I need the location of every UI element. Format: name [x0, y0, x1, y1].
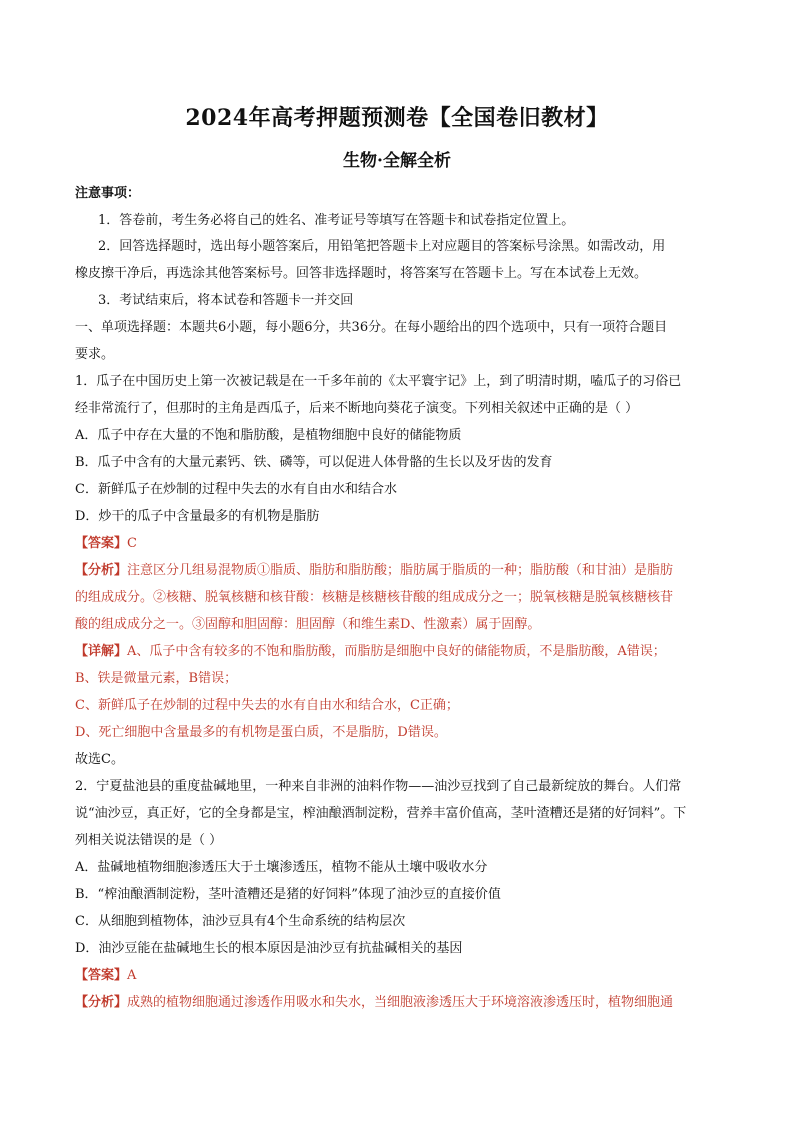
notice-item-2: 2．回答选择题时，选出每小题答案后，用铅笔把答题卡上对应题目的答案标号涂黑。如需改动，用	[98, 239, 666, 254]
q2-answer	[75, 966, 136, 986]
detail-tag: 【详解】	[75, 644, 128, 659]
q2-stem-line-2: 说“油沙豆，真正好，它的全身都是宝，榨油酿酒制淀粉，营养丰富价值高，茎叶渣糟还是猪的好饲料”。下	[75, 806, 687, 821]
page-title: 2024年高考押题预测卷【全国卷旧教材】	[185, 105, 609, 131]
notice-item-2-cont: 橡皮擦干净后，再选涂其他答案标号。回答非选择题时，将答案写在答题卡上。写在本试卷上无效。	[75, 266, 648, 281]
answer-value: A	[127, 968, 137, 983]
analysis-text: 成熟的植物细胞通过渗透作用吸水和失水，当细胞液渗透压大于环境溶液渗透压时，植物细胞通	[127, 995, 674, 1010]
section-heading-cont: 要求。	[75, 347, 115, 362]
q2-stem-line-3: 列相关说法错误的是（ ）	[75, 833, 223, 848]
q1-stem-line-2: 经非常流行了，但那时的主角是西瓜子，后来不断地向葵花子演变。下列相关叙述中正确的是（ ）	[75, 401, 639, 416]
q1-conclusion: 故选C。	[75, 752, 124, 767]
q1-analysis-line-1	[75, 561, 673, 581]
answer-tag: 【答案】	[75, 536, 128, 551]
q2-option-a: A．盐碱地植物细胞渗透压大于土壤渗透压，植物不能从土壤中吸收水分	[75, 860, 488, 875]
q1-detail-line-1	[75, 642, 666, 662]
q1-option-d: D．炒干的瓜子中含量最多的有机物是脂肪	[75, 509, 320, 524]
notice-heading: 注意事项：	[75, 186, 141, 201]
notice-item-3: 3．考试结束后，将本试卷和答题卡一并交回	[98, 293, 354, 308]
q1-analysis-line-3: 酸的组成成分之一。③固醇和胆固醇：胆固醇（和维生素D、性激素）属于固醇。	[75, 617, 541, 632]
q1-answer	[75, 534, 137, 554]
q1-detail-line-4: D、死亡细胞中含量最多的有机物是蛋白质，不是脂肪，D错误。	[75, 725, 447, 740]
q1-stem-line-1: 1．瓜子在中国历史上第一次被记载是在一千多年前的《太平寰宇记》上，到了明清时期，嗑瓜子的习俗已	[75, 374, 682, 389]
answer-value: C	[127, 536, 137, 551]
detail-text: A、瓜子中含有较多的不饱和脂肪酸，而脂肪是细胞中良好的储能物质，不是脂肪酸，A错误；	[127, 644, 666, 659]
q1-option-a: A．瓜子中存在大量的不饱和脂肪酸，是植物细胞中良好的储能物质	[75, 428, 462, 443]
analysis-text: 注意区分几组易混物质①脂质、脂肪和脂肪酸；脂肪属于脂质的一种；脂肪酸（和甘油）是脂肪	[127, 563, 674, 578]
q2-stem-line-1: 2．宁夏盐池县的重度盐碱地里，一种来自非洲的油料作物——油沙豆找到了自己最新绽放的舞台。人们常	[75, 779, 682, 794]
section-heading: 一、单项选择题：本题共6小题，每小题6分，共36分。在每小题给出的四个选项中，只有一项符合题目	[75, 320, 668, 335]
q1-option-b: B．瓜子中含有的大量元素钙、铁、磷等，可以促进人体骨骼的生长以及牙齿的发育	[75, 455, 553, 470]
page-subtitle: 生物·全解全析	[343, 151, 451, 171]
q2-option-b: B．“榨油酿酒制淀粉，茎叶渣糟还是猪的好饲料”体现了油沙豆的直接价值	[75, 887, 501, 902]
q2-analysis-line-1	[75, 993, 673, 1013]
notice-item-1: 1．答卷前，考生务必将自己的姓名、准考证号等填写在答题卡和试卷指定位置上。	[98, 213, 575, 228]
q2-option-d: D．油沙豆能在盐碱地生长的根本原因是油沙豆有抗盐碱相关的基因	[75, 941, 463, 956]
q1-detail-line-3: C、新鲜瓜子在炒制的过程中失去的水有自由水和结合水，C正确；	[75, 698, 459, 713]
q1-detail-line-2: B、铁是微量元素，B错误；	[75, 671, 238, 686]
q2-option-c: C．从细胞到植物体，油沙豆具有4个生命系统的结构层次	[75, 914, 406, 929]
analysis-tag: 【分析】	[75, 563, 128, 578]
q1-analysis-line-2: 的组成成分。②核糖、脱氧核糖和核苷酸：核糖是核糖核苷酸的组成成分之一；脱氧核糖是脱氧核糖核苷	[75, 590, 674, 605]
q1-option-c: C．新鲜瓜子在炒制的过程中失去的水有自由水和结合水	[75, 482, 397, 497]
analysis-tag: 【分析】	[75, 995, 128, 1010]
answer-tag: 【答案】	[75, 968, 128, 983]
